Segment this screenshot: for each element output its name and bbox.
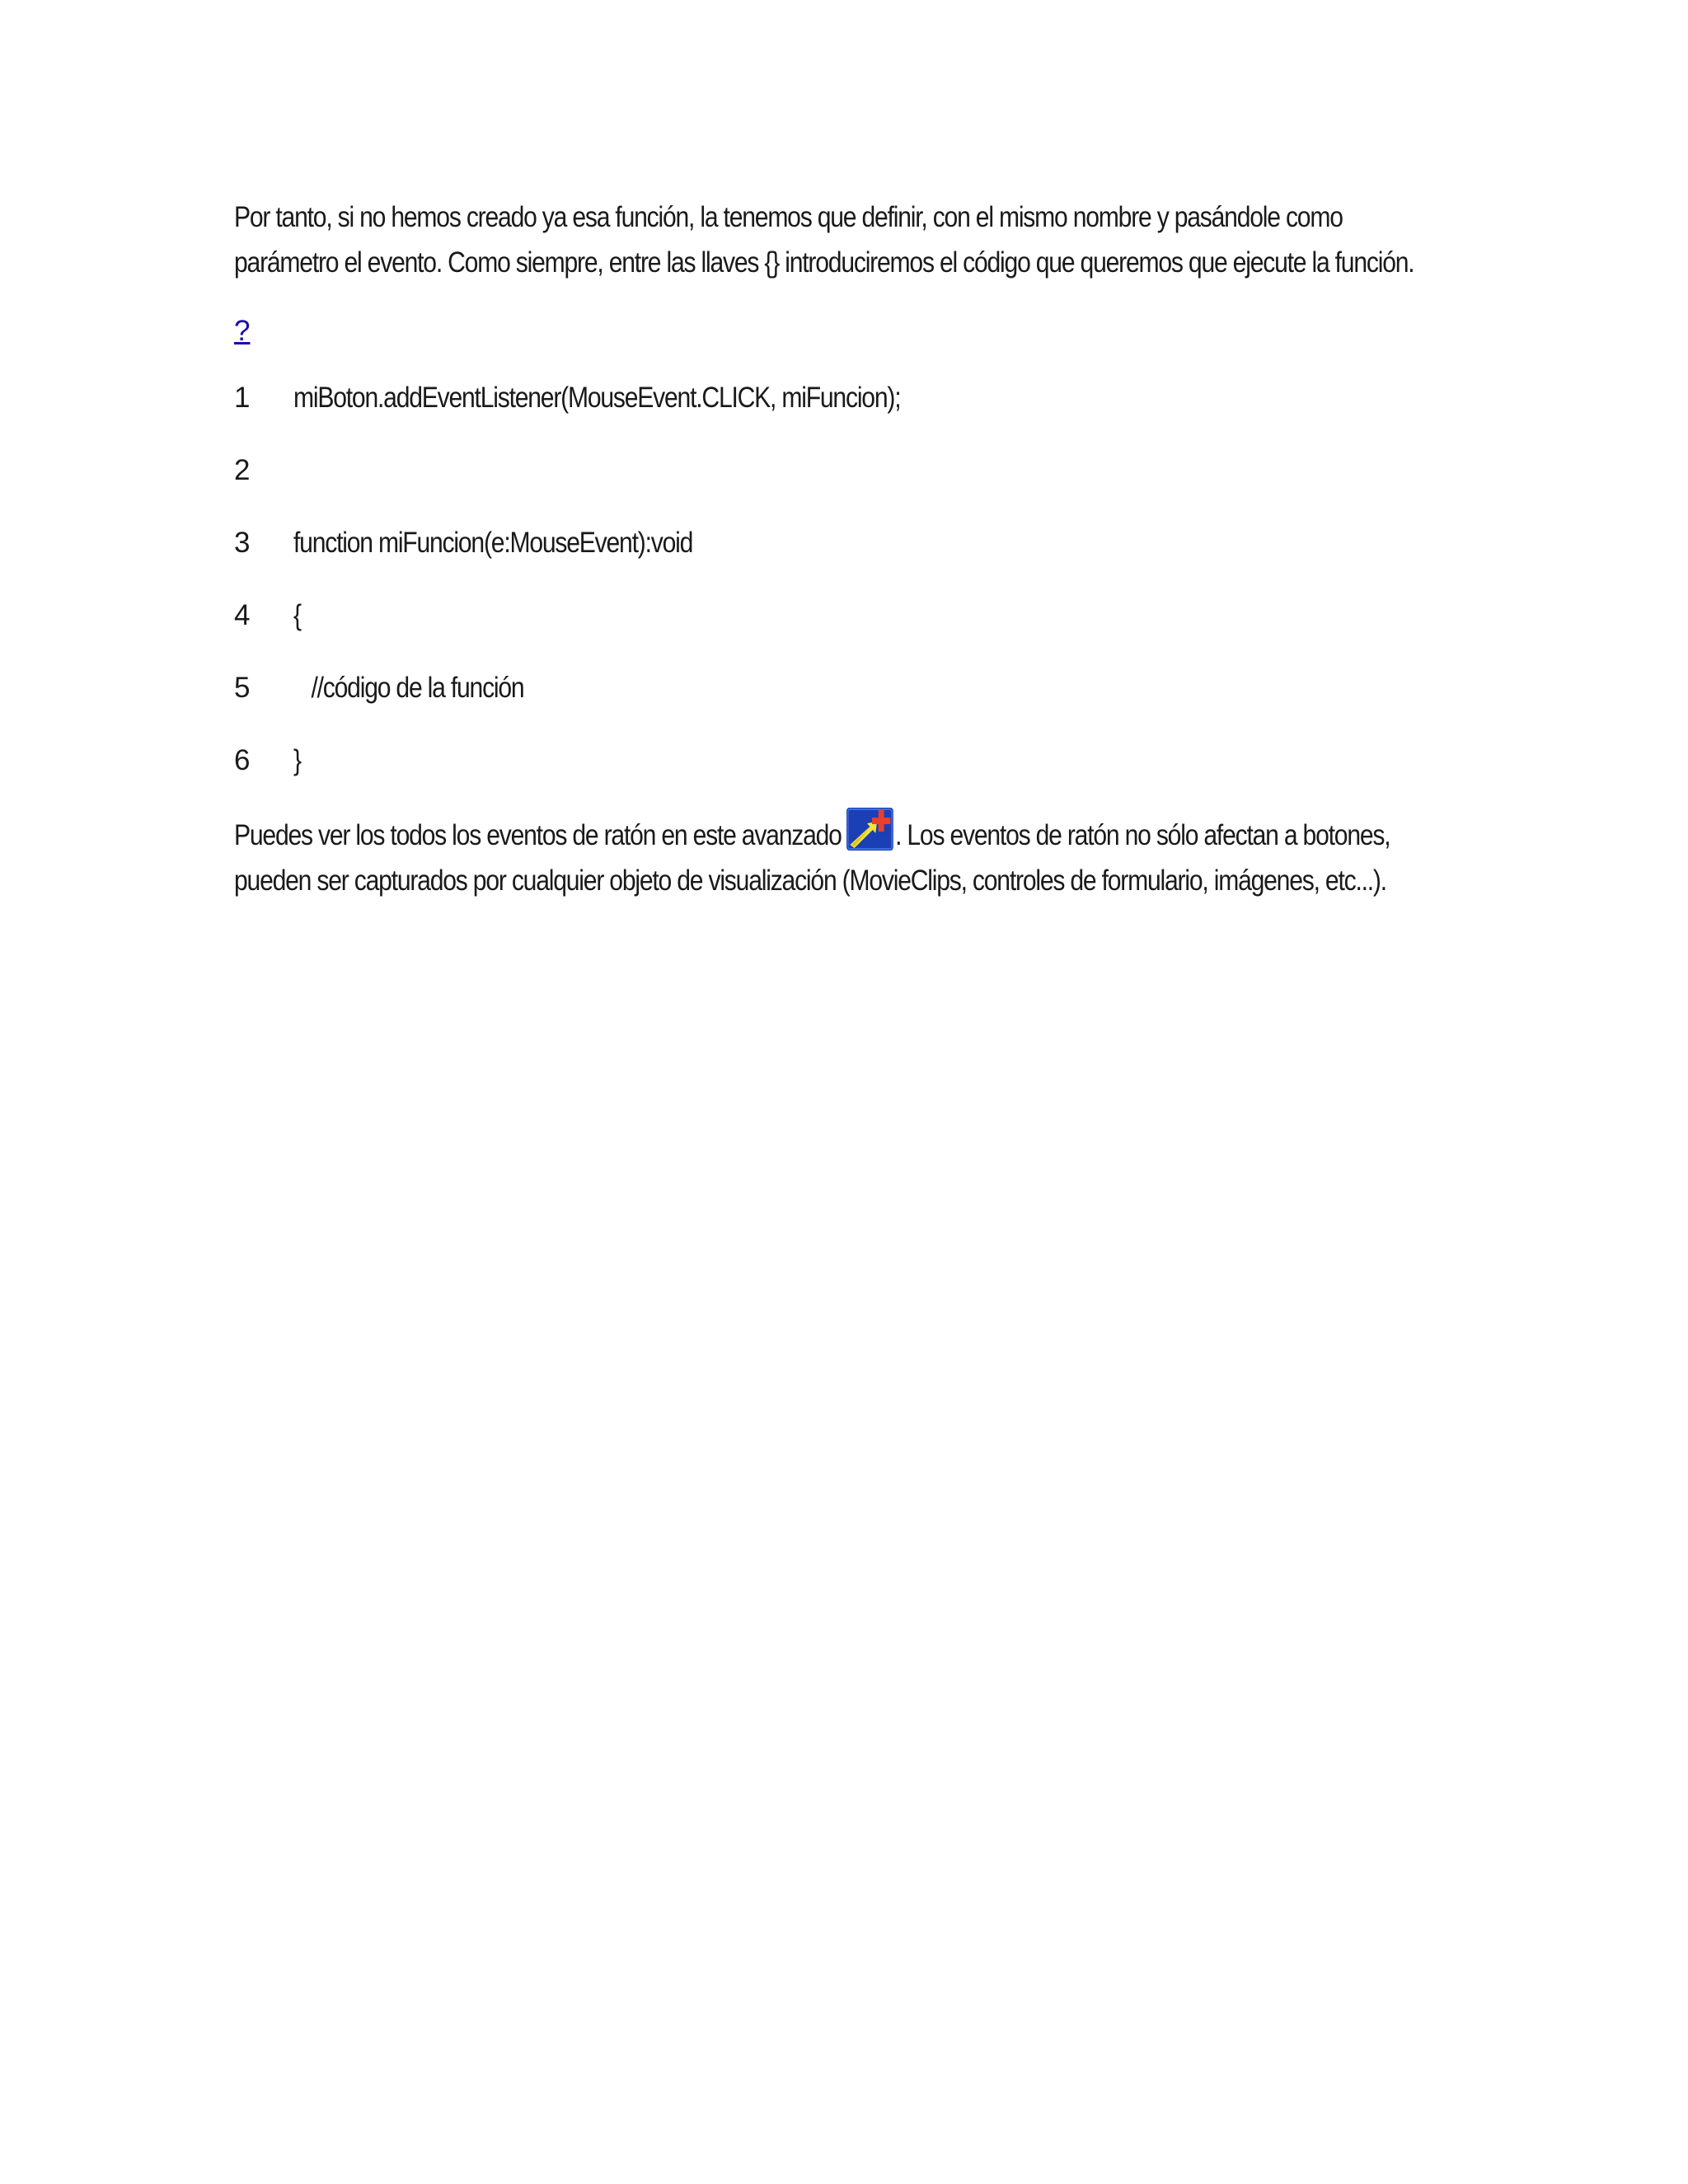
final-paragraph bbox=[234, 807, 1451, 903]
line-number: 4 bbox=[234, 599, 250, 631]
code-line bbox=[234, 520, 1454, 593]
code-line bbox=[234, 665, 1454, 738]
line-text: //código de la función bbox=[293, 672, 524, 704]
code-help-link[interactable]: ? bbox=[234, 315, 251, 347]
line-number: 1 bbox=[234, 382, 250, 414]
code-line bbox=[234, 738, 1454, 810]
document-page bbox=[234, 194, 1454, 903]
line-number: 5 bbox=[234, 672, 250, 704]
line-text: function miFuncion(e:MouseEvent):void bbox=[293, 527, 693, 559]
intro-paragraph: Por tanto, si no hemos creado ya esa función, la tenemos que definir, con el mismo nombre y pasándole como parámetro el evento. Como siempre, entre las llaves {} introduciremos el código que queremos que ejecute la función. bbox=[234, 201, 1414, 279]
line-text: miBoton.addEventListener(MouseEvent.CLICK, miFuncion); bbox=[293, 382, 901, 414]
final-paragraph-text-after: . Los eventos de ratón no sólo afectan a botones, pueden ser capturados por cualquier objeto de visualización (MovieClips, controles de formulario, imágenes, etc...). bbox=[234, 819, 1390, 897]
line-text: { bbox=[293, 599, 301, 631]
code-line bbox=[234, 375, 1454, 448]
advanced-arrow-icon[interactable] bbox=[846, 807, 893, 851]
final-paragraph-text-before: Puedes ver los todos los eventos de ratón en este avanzado bbox=[234, 819, 842, 851]
line-number: 6 bbox=[234, 744, 250, 776]
code-line bbox=[234, 593, 1454, 665]
line-number: 2 bbox=[234, 454, 250, 486]
code-block bbox=[234, 375, 1454, 810]
line-number: 3 bbox=[234, 527, 250, 559]
code-line bbox=[234, 448, 1454, 520]
line-text: } bbox=[293, 744, 301, 776]
